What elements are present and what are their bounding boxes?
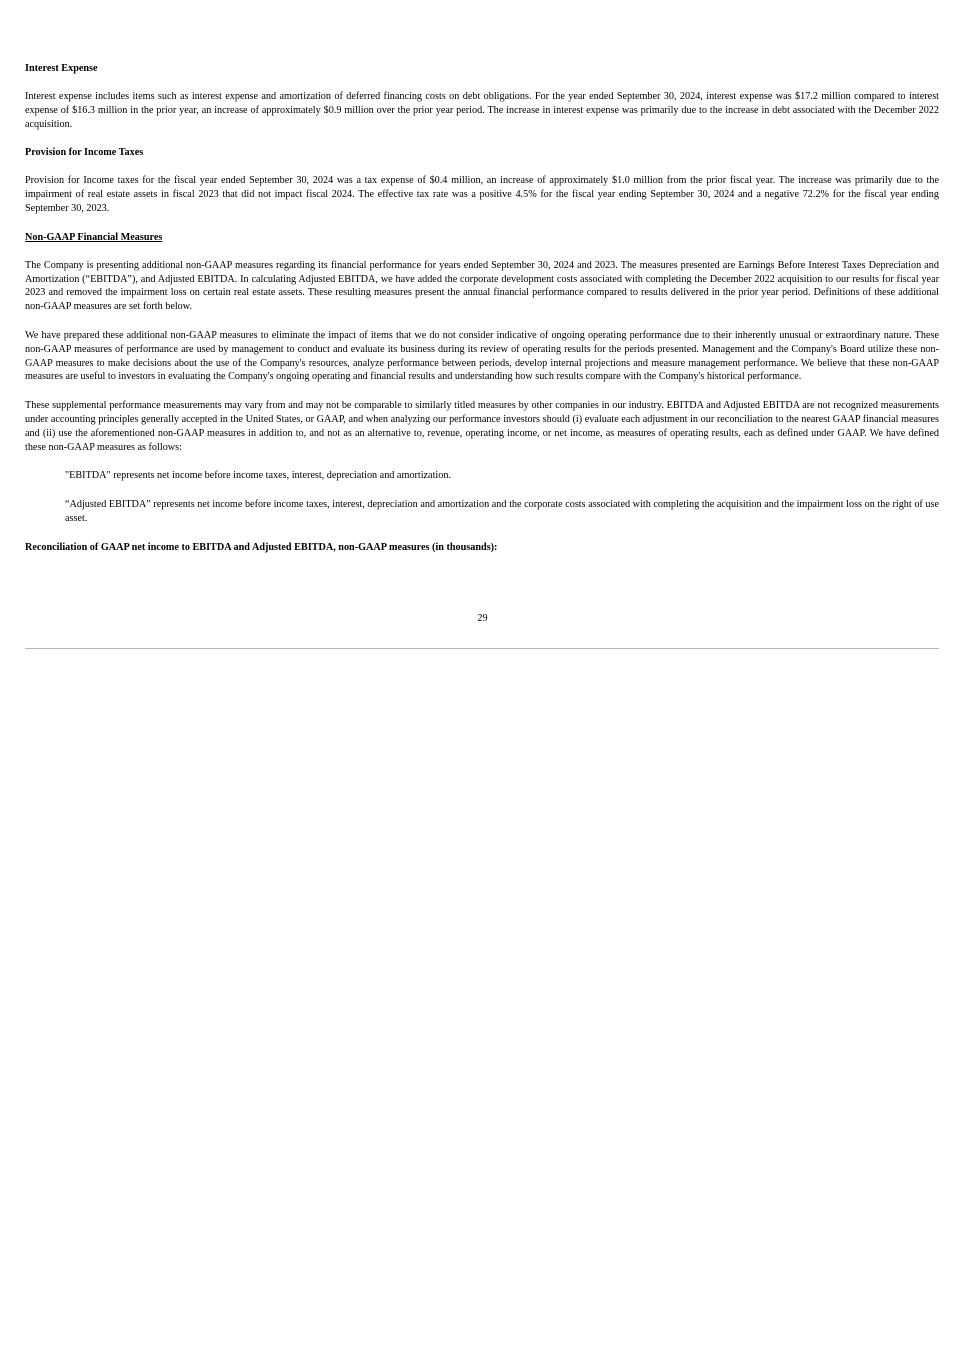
reconciliation-heading: Reconciliation of GAAP net income to EBITDA and Adjusted EBITDA, non-GAAP measures (in thousands): — [25, 541, 498, 553]
income-taxes-paragraph: Provision for Income taxes for the fiscal year ended September 30, 2024 was a tax expense of $0.4 million, an increase of approximately $1.0 million from the prior fiscal year. The increase was primarily due to the impairment of real estate assets in fiscal 2023 that did not impact fiscal 2024. The effective tax rate was a positive 4.5% for the fiscal year ending September 30, 2024 and a negative 72.2% for the fiscal year ending September 30, 2023. — [25, 175, 939, 214]
page-number: 29 — [477, 613, 488, 624]
interest-expense-heading: Interest Expense — [25, 63, 98, 74]
adjusted-ebitda-definition: “Adjusted EBITDA” represents net income before income taxes, interest, depreciation and amortization and the corporate costs associated with completing the acquisition and the impairment loss on the right of use asset. — [65, 499, 939, 524]
non-gaap-paragraph-3: These supplemental performance measurements may vary from and may not be comparable to similarly titled measures by other companies in our industry. EBITDA and Adjusted EBITDA are not recognized measurements under accounting principles generally accepted in the United States, or GAAP, and when analyzing our performance investors should (i) evaluate each adjustment in our reconciliation to the nearest GAAP financial measures and (ii) use the aforementioned non-GAAP measures in addition to, and not as an alternative to, revenue, operating income, or net income, as measures of operating results, each as defined under GAAP. We have defined these non-GAAP measures as follows: — [25, 400, 939, 453]
ebitda-definition: "EBITDA" represents net income before income taxes, interest, depreciation and amortization. — [65, 470, 451, 482]
interest-expense-paragraph: Interest expense includes items such as interest expense and amortization of deferred financing costs on debt obligations. For the year ended September 30, 2024, interest expense was $17.2 million compared to interest expense of $16.3 million in the prior year, an increase of approximately $0.9 million over the prior year period. The increase in interest expense was primarily due to the increase in debt associated with the December 2022 acquisition. — [25, 91, 939, 130]
page-divider — [25, 648, 939, 649]
non-gaap-paragraph-1: The Company is presenting additional non-GAAP measures regarding its financial performance for years ended September 30, 2024 and 2023. The measures presented are Earnings Before Interest Taxes Depreciation and Amortization (“EBITDA”), and Adjusted EBITDA. In calculating Adjusted EBITDA, we have added the corporate development costs associated with completing the December 2022 acquisition to our results for fiscal year 2023 and removed the impairment loss on certain real estate assets. These resulting measures present the annual financial performance compared to results delivered in the prior year period. Definitions of these additional non-GAAP measures are set forth below. — [25, 259, 939, 313]
non-gaap-paragraph-2: We have prepared these additional non-GAAP measures to eliminate the impact of items that we do not consider indicative of ongoing operating performance due to their inherently unusual or extraordinary nature. These non-GAAP measures of performance are used by management to conduct and evaluate its business during its review of operating results for the periods presented. Management and the Company's Board utilize these non-GAAP measures to make decisions about the use of the Company's resources, analyze performance between periods, develop internal projections and measure management performance. We believe that these non-GAAP measures are useful to investors in evaluating the Company's ongoing operating and financial results and understanding how such results compare with the Company's historical performance. — [25, 329, 939, 383]
income-taxes-heading: Provision for Income Taxes — [25, 147, 144, 159]
non-gaap-heading: Non-GAAP Financial Measures — [25, 231, 163, 243]
document-page — [25, 62, 939, 555]
